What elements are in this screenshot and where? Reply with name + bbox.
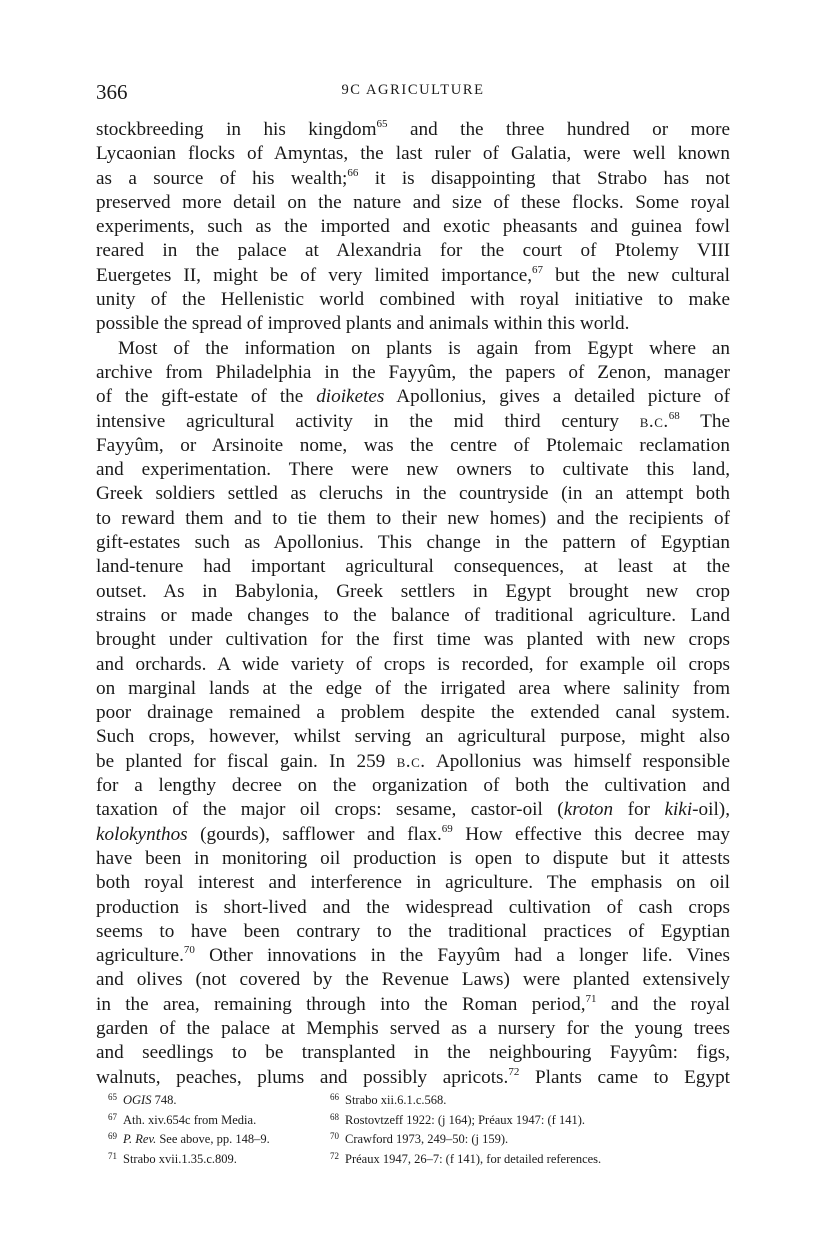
footnote-ref[interactable]: 67 xyxy=(532,263,544,276)
text-line: have been in monitoring oil production is open to dispute but it attests xyxy=(96,847,730,869)
footnote-65: $^{65}$ OGIS 748. xyxy=(108,1092,177,1107)
text-line: intensive agricultural activity in the mid third century b.c.$^{68}$ The xyxy=(96,409,731,432)
page-number: 366 xyxy=(96,80,128,104)
text-line: and orchards. A wide variety of crops is recorded, for example oil crops xyxy=(96,653,730,675)
body-text xyxy=(96,118,730,1090)
footnote-ref[interactable]: 69 xyxy=(441,822,453,835)
footnote-71: $^{71}$ Strabo xvii.1.35.c.809. xyxy=(108,1150,237,1166)
text-line: unity of the Hellenistic world combined with royal initiative to make xyxy=(96,289,730,311)
text-line: Greek soldiers settled as cleruchs in the countryside (in an attempt both xyxy=(96,483,730,505)
footnote-70: $^{70}$ Crawford 1973, 249–50: (j 159). xyxy=(330,1131,509,1146)
footnote-row xyxy=(108,1147,768,1167)
text-line: for a lengthy decree on the organization of both the cultivation and xyxy=(96,775,730,797)
paragraph-start: Most of the information on plants is again from Egypt where an xyxy=(118,337,730,359)
text-line: and experimentation. There were new owners to cultivate this land, xyxy=(96,459,730,481)
footnote-68: $^{68}$ Rostovtzeff 1922: (j 164); Préaux 1947: (f 141). xyxy=(330,1111,586,1127)
text-line: Euergetes II, might be of very limited importance,$^{67}$ but the new cultural xyxy=(96,263,731,286)
footnote-72: $^{72}$ Préaux 1947, 26–7: (f 141), for detailed references. xyxy=(330,1150,602,1166)
text-line: agriculture.$^{70}$ Other innovations in the Fayyûm had a longer life. Vines xyxy=(96,944,730,967)
text-line: production is short-lived and the widespread cultivation of cash crops xyxy=(96,896,730,918)
text-line: garden of the palace at Memphis served as a nursery for the young trees xyxy=(96,1017,730,1039)
text-line: both royal interest and interference in agriculture. The emphasis on oil xyxy=(96,872,730,894)
text-line: walnuts, peaches, plums and possibly apricots.$^{72}$ Plants came to Egypt xyxy=(96,1065,730,1088)
text-line: land-tenure had important agricultural consequences, at least at the xyxy=(96,556,730,578)
footnote-66: $^{66}$ Strabo xii.6.1.c.568. xyxy=(330,1092,447,1107)
running-title: 9C AGRICULTURE xyxy=(341,82,485,98)
text-line: possible the spread of improved plants and animals within this world. xyxy=(96,313,630,335)
text-line: Lycaonian flocks of Amyntas, the last ruler of Galatia, were well known xyxy=(96,143,730,165)
text-line: gift-estates such as Apollonius. This change in the pattern of Egyptian xyxy=(96,532,730,554)
text-line: and olives (not covered by the Revenue Laws) were planted extensively xyxy=(96,969,730,991)
text-line: seems to have been contrary to the traditional practices of Egyptian xyxy=(96,920,730,942)
text-line: be planted for fiscal gain. In 259 b.c. Apollonius was himself responsible xyxy=(96,750,731,772)
running-head xyxy=(96,80,730,104)
text-line: and seedlings to be transplanted in the neighbouring Fayyûm: figs, xyxy=(96,1042,730,1064)
text-line: to reward them and to tie them to their new homes) and the recipients of xyxy=(96,507,730,529)
footnote-ref[interactable]: 71 xyxy=(585,992,597,1005)
text-line: experiments, such as the imported and exotic pheasants and guinea fowl xyxy=(96,216,730,238)
footnote-row xyxy=(108,1108,768,1128)
text-line: poor drainage remained a problem despite the extended canal system. xyxy=(96,702,730,724)
text-line: taxation of the major oil crops: sesame, castor-oil (kroton for kiki-oil), xyxy=(96,799,730,821)
text-line: outset. As in Babylonia, Greek settlers in Egypt brought new crop xyxy=(96,580,730,602)
footnotes xyxy=(108,1088,768,1166)
text-line: of the gift-estate of the dioiketes Apollonius, gives a detailed picture of xyxy=(96,386,730,408)
text-line: in the area, remaining through into the Roman period,$^{71}$ and the royal xyxy=(96,992,730,1015)
text-line: preserved more detail on the nature and size of these flocks. Some royal xyxy=(96,191,730,213)
text-line: strains or made changes to the balance of traditional agriculture. Land xyxy=(96,604,730,626)
text-line: brought under cultivation for the first time was planted with new crops xyxy=(96,629,730,651)
text-line: archive from Philadelphia in the Fayyûm, the papers of Zenon, manager xyxy=(96,361,730,383)
footnote-ref[interactable]: 66 xyxy=(347,166,359,179)
text-line: Fayyûm, or Arsinoite nome, was the centre of Ptolemaic reclamation xyxy=(96,434,730,456)
footnote-row xyxy=(108,1127,768,1147)
text-line: reared in the palace at Alexandria for the court of Ptolemy VIII xyxy=(96,240,730,262)
text-line: kolokynthos (gourds), safflower and flax.$^{69}$ How effective this decree may xyxy=(96,822,730,845)
text-line: Such crops, however, whilst serving an agricultural purpose, might also xyxy=(96,726,730,748)
footnote-ref[interactable]: 65 xyxy=(376,118,388,130)
footnote-ref[interactable]: 70 xyxy=(183,944,195,957)
footnote-69: $^{69}$ P. Rev. See above, pp. 148–9. xyxy=(108,1131,270,1146)
text-line: stockbreeding in his kingdom$^{65}$ and the three hundred or more xyxy=(96,118,731,140)
text-line: as a source of his wealth;$^{66}$ it is disappointing that Strabo has not xyxy=(96,166,730,189)
footnote-67: $^{67}$ Ath. xiv.654c from Media. xyxy=(108,1111,257,1127)
text-line: on marginal lands at the edge of the irrigated area where salinity from xyxy=(96,677,730,699)
footnote-row xyxy=(108,1088,768,1108)
footnote-ref[interactable]: 68 xyxy=(668,409,680,422)
footnote-ref[interactable]: 72 xyxy=(508,1065,520,1078)
